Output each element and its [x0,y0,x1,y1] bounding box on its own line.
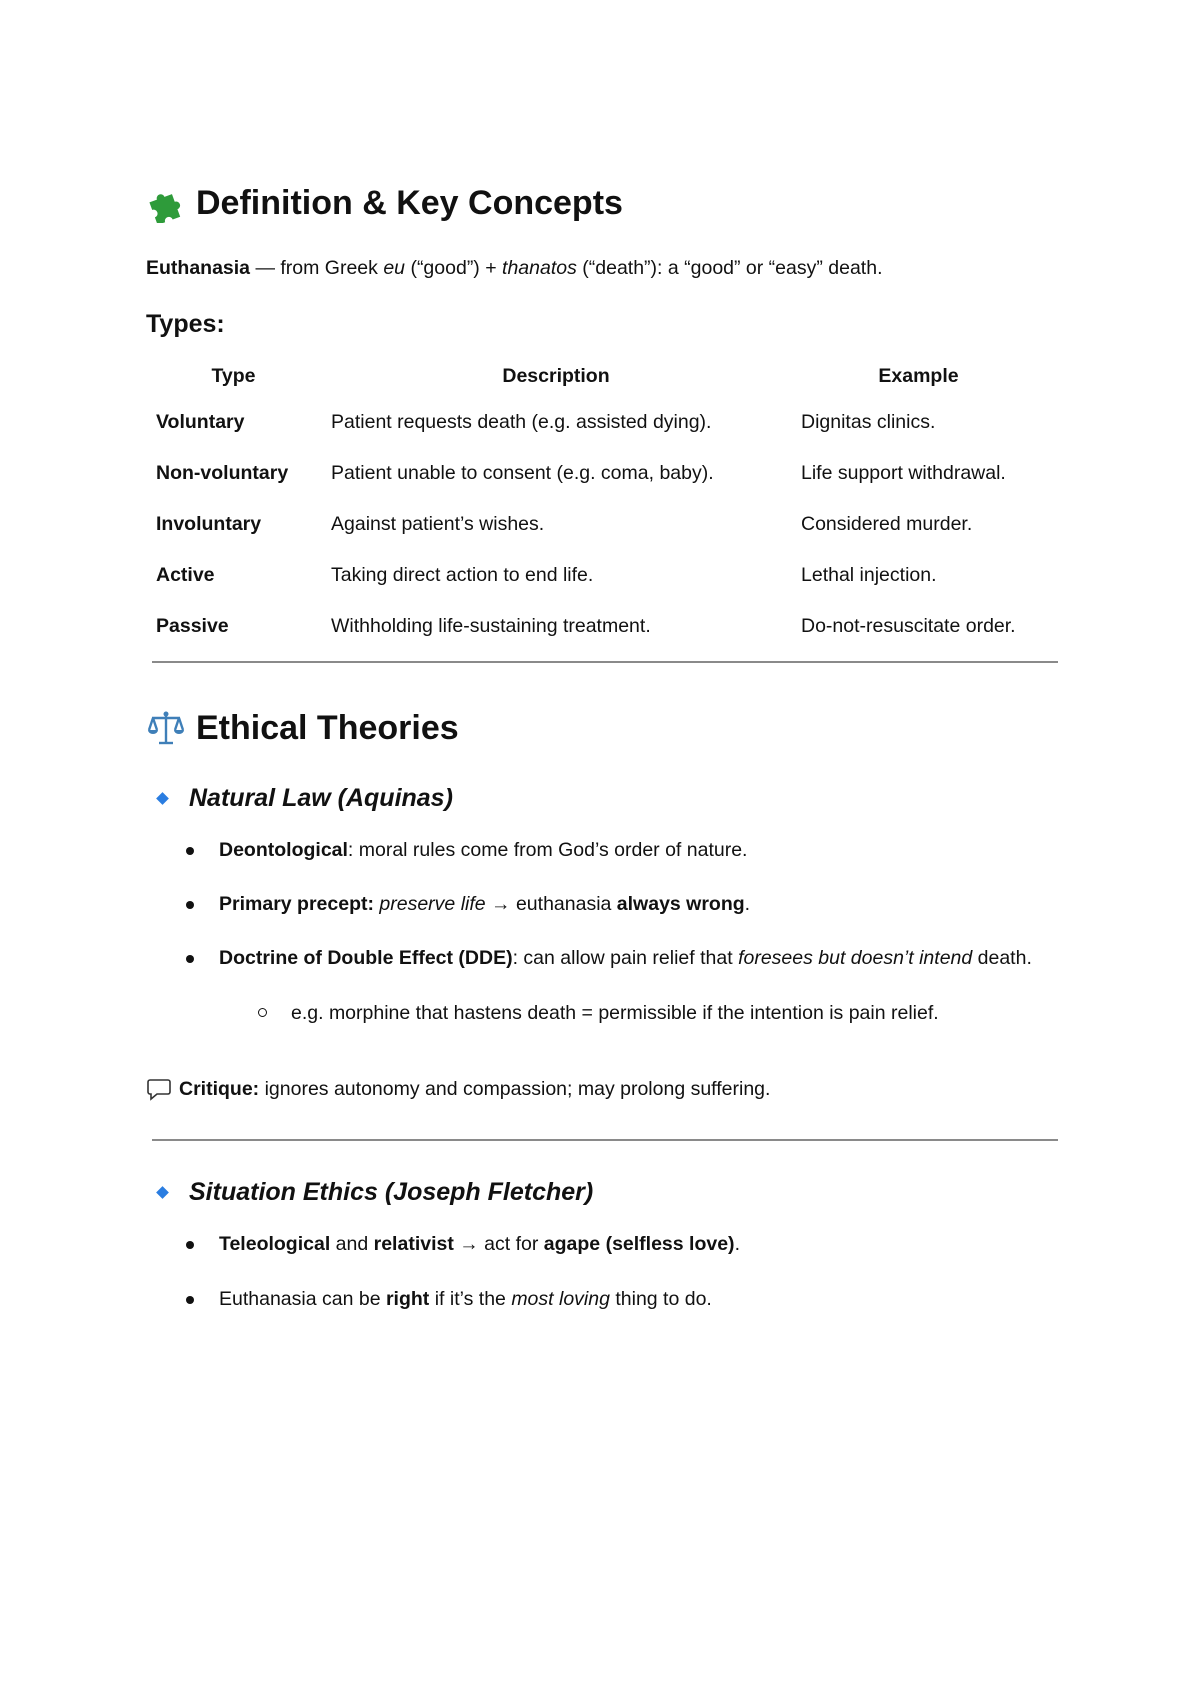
table-row [146,402,1046,453]
description-cell: Withholding life-sustaining treatment. [331,615,651,637]
column-header: Type [211,365,256,387]
example-cell: Lethal injection. [801,564,937,586]
table-row [146,555,1046,606]
type-cell: Involuntary [156,513,262,535]
list-item: Deontological: moral rules come from God’s order of nature. [146,835,1066,866]
term: Euthanasia [146,257,251,279]
diamond-bullet-icon [156,1186,169,1199]
section-title-ethical-theories [146,705,1066,751]
types-table [146,357,1046,657]
document-page [146,180,1066,1315]
section-title-definition [146,180,1066,226]
section-title-text: Definition & Key Concepts [196,183,623,222]
subheading-natural-law: Natural Law (Aquinas) [146,781,1066,815]
description-cell: Taking direct action to end life. [331,564,594,586]
scales-icon [146,708,186,748]
table-row [146,504,1046,555]
column-header: Example [878,365,959,387]
speech-bubble-icon [146,1077,172,1101]
sub-list [146,998,1066,1029]
type-cell: Passive [156,615,229,637]
divider [152,661,1058,663]
example-cell: Considered murder. [801,513,973,535]
sub-list-item: e.g. morphine that hastens death = permissible if the intention is pain relief. [146,998,1066,1029]
type-cell: Non-voluntary [156,462,289,484]
example-cell: Life support withdrawal. [801,462,1006,484]
description-cell: Patient requests death (e.g. assisted dying). [331,411,712,433]
list-item: Primary precept: preserve life → euthanasia always wrong. [146,889,1066,920]
type-cell: Active [156,564,215,586]
definition-paragraph: Euthanasia — from Greek eu (“good”) + thanatos (“death”): a “good” or “easy” death. [146,257,883,279]
table-row [146,606,1046,657]
table-row [146,453,1046,504]
list-item: Doctrine of Double Effect (DDE): can allow pain relief that foresees but doesn’t intend death. e.g. morphine that hastens death = permissible if the intention is pain relief. [146,943,1066,1029]
divider [152,1139,1058,1141]
example-cell: Do-not-resuscitate order. [801,615,1016,637]
description-cell: Patient unable to consent (e.g. coma, baby). [331,462,714,484]
diamond-bullet-icon [156,792,169,805]
natural-law-list [146,835,1066,1029]
situation-ethics-list [146,1229,1066,1315]
list-item: Euthanasia can be right if it’s the most loving thing to do. [146,1284,1066,1315]
table-header-row [146,357,1046,402]
list-item: Teleological and relativist → act for agape (selfless love). [146,1229,1066,1260]
subheading-situation-ethics: Situation Ethics (Joseph Fletcher) [146,1175,1066,1209]
types-heading: Types: [146,310,225,338]
example-cell: Dignitas clinics. [801,411,936,433]
puzzle-icon [146,183,186,223]
section-title-text: Ethical Theories [196,708,459,747]
column-header: Description [502,365,610,387]
type-cell: Voluntary [156,411,245,433]
description-cell: Against patient’s wishes. [331,513,545,535]
critique-paragraph: Critique: ignores autonomy and compassion; may prolong suffering. [146,1075,1066,1103]
